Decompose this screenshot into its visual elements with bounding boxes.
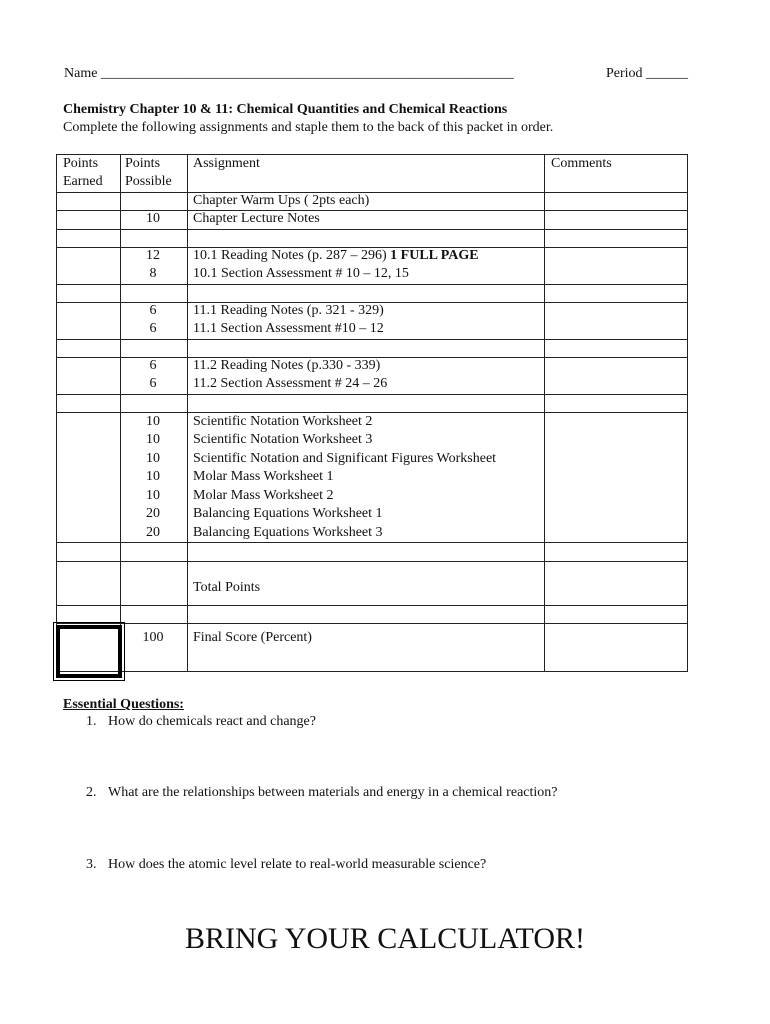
points-possible: 10: [146, 469, 160, 484]
assignment-label: 10.1 Reading Notes (p. 287 – 296) 1 FULL PAGE: [193, 248, 479, 263]
points-possible: 10: [146, 432, 160, 447]
points-possible: 6: [149, 376, 157, 391]
header-points-earned-2: Earned: [63, 174, 103, 189]
assignment-label: 11.2 Reading Notes (p.330 - 339): [193, 358, 381, 373]
essential-questions-heading: Essential Questions:: [63, 697, 184, 712]
points-possible: 10: [146, 211, 160, 226]
header-points-earned-1: Points: [63, 156, 99, 171]
assignment-label: Chapter Warm Ups ( 2pts each): [193, 193, 370, 208]
assignment-label: 11.1 Section Assessment #10 – 12: [193, 321, 384, 336]
header-assignment: Assignment: [193, 156, 260, 171]
assignment-label: Scientific Notation Worksheet 2: [193, 414, 373, 429]
points-possible: 12: [146, 248, 160, 263]
assignment-label: Scientific Notation and Significant Figures Worksheet: [193, 451, 497, 466]
header-points-possible-2: Possible: [125, 174, 172, 189]
header-comments: Comments: [551, 156, 612, 171]
question-item: 2. What are the relationships between materials and energy in a chemical reaction?: [86, 785, 558, 800]
calculator-reminder: BRING YOUR CALCULATOR!: [184, 922, 586, 955]
question-item: 1. How do chemicals react and change?: [86, 714, 316, 729]
full-page-note: 1 FULL PAGE: [390, 248, 479, 263]
instructions-text: Complete the following assignments and staple them to the back of this packet in order.: [63, 120, 554, 135]
page-title: Chemistry Chapter 10 & 11: Chemical Quantities and Chemical Reactions: [63, 102, 508, 117]
assignment-label: Balancing Equations Worksheet 3: [193, 525, 383, 540]
points-possible: 10: [146, 488, 160, 503]
assignment-label: 10.1 Section Assessment # 10 – 12, 15: [193, 266, 409, 281]
name-field[interactable]: Name ___________________________________________________________: [64, 66, 514, 81]
final-score-box[interactable]: [56, 625, 122, 678]
assignment-label: Molar Mass Worksheet 2: [193, 488, 334, 503]
assignment-label: Molar Mass Worksheet 1: [193, 469, 334, 484]
header-points-possible-1: Points: [125, 156, 161, 171]
final-points-possible: 100: [142, 630, 164, 645]
points-possible: 6: [149, 358, 157, 373]
points-possible: 6: [149, 321, 157, 336]
assignment-label: Balancing Equations Worksheet 1: [193, 506, 383, 521]
points-possible: 20: [146, 506, 160, 521]
period-field[interactable]: Period ______: [606, 66, 689, 81]
points-possible: 20: [146, 525, 160, 540]
question-item: 3. How does the atomic level relate to real-world measurable science?: [86, 857, 487, 872]
assignment-label: 11.2 Section Assessment # 24 – 26: [193, 376, 388, 391]
total-points-label: Total Points: [193, 580, 261, 595]
assignment-label: 11.1 Reading Notes (p. 321 - 329): [193, 303, 384, 318]
assignment-label: Scientific Notation Worksheet 3: [193, 432, 373, 447]
points-possible: 8: [149, 266, 157, 281]
final-score-label: Final Score (Percent): [193, 630, 312, 645]
points-possible: 6: [149, 303, 157, 318]
points-possible: 10: [146, 451, 160, 466]
assignment-label: Chapter Lecture Notes: [193, 211, 320, 226]
points-possible: 10: [146, 414, 160, 429]
